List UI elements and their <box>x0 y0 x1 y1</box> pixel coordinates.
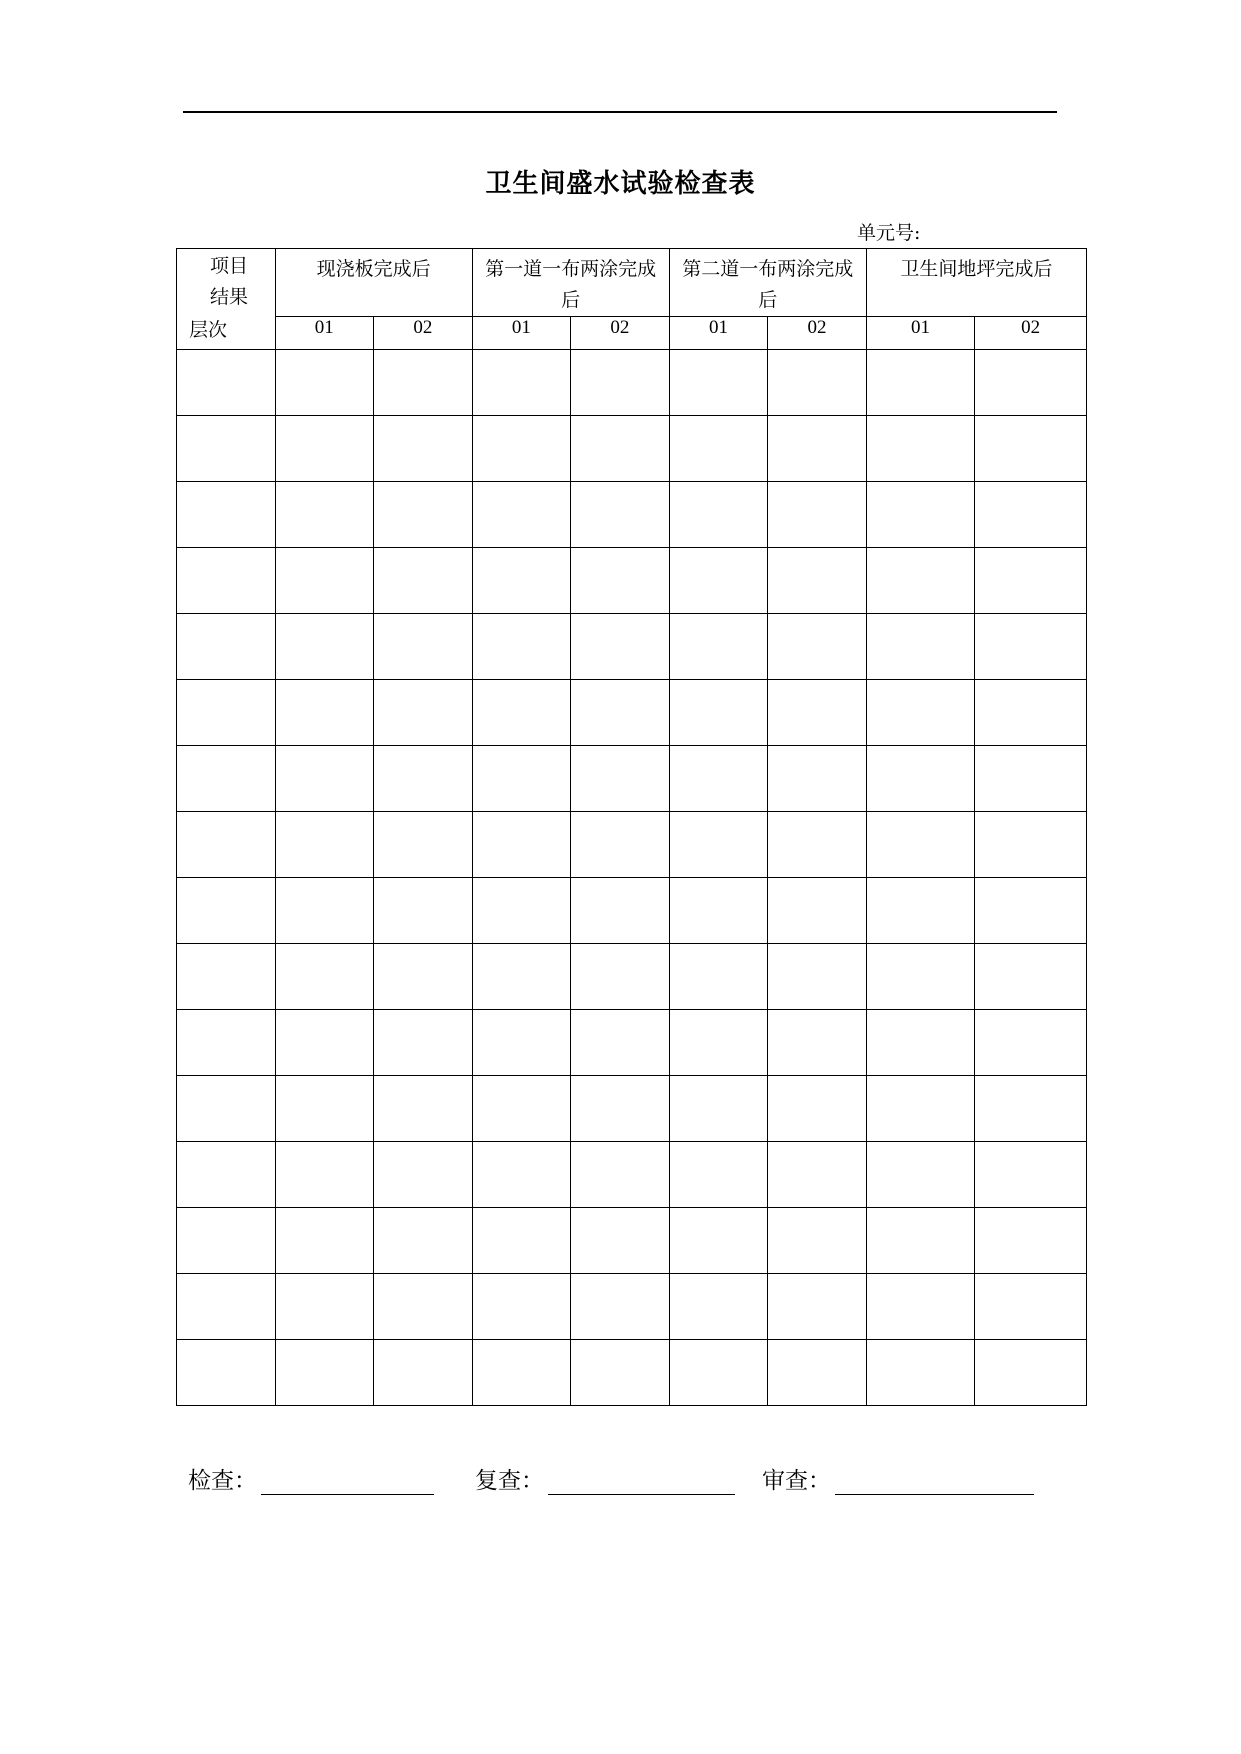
result-cell[interactable] <box>768 548 867 614</box>
result-cell[interactable] <box>975 1010 1087 1076</box>
header-rule <box>183 111 1057 113</box>
floor-cell[interactable] <box>177 878 276 944</box>
result-cell[interactable] <box>975 746 1087 812</box>
result-cell[interactable] <box>669 746 768 812</box>
result-cell[interactable] <box>866 1142 975 1208</box>
result-cell[interactable] <box>571 614 670 680</box>
table-row <box>177 1208 1087 1274</box>
result-cell[interactable] <box>975 1340 1087 1406</box>
result-cell[interactable] <box>669 548 768 614</box>
subcol-header: 01 <box>472 317 571 350</box>
table-row <box>177 416 1087 482</box>
recheck-signature-line[interactable] <box>548 1470 735 1495</box>
review-label: 审查： <box>762 1468 831 1494</box>
result-cell[interactable] <box>866 878 975 944</box>
result-cell[interactable] <box>768 614 867 680</box>
result-cell[interactable] <box>975 1142 1087 1208</box>
subcol-header: 02 <box>374 317 473 350</box>
result-cell[interactable] <box>275 548 374 614</box>
unit-number-label: 单元号: <box>857 222 921 244</box>
result-cell[interactable] <box>472 812 571 878</box>
result-cell[interactable] <box>275 614 374 680</box>
subcol-header: 01 <box>275 317 374 350</box>
table-row <box>177 812 1087 878</box>
result-cell[interactable] <box>472 1274 571 1340</box>
floor-cell[interactable] <box>177 680 276 746</box>
table-row <box>177 878 1087 944</box>
result-cell[interactable] <box>374 746 473 812</box>
result-cell[interactable] <box>472 548 571 614</box>
result-cell[interactable] <box>571 482 670 548</box>
result-cell[interactable] <box>571 416 670 482</box>
check-signature-line[interactable] <box>261 1470 434 1495</box>
result-cell[interactable] <box>374 1142 473 1208</box>
subcol-header: 02 <box>768 317 867 350</box>
result-cell[interactable] <box>975 1274 1087 1340</box>
result-cell[interactable] <box>571 1340 670 1406</box>
floor-cell[interactable] <box>177 746 276 812</box>
result-cell[interactable] <box>768 1076 867 1142</box>
floor-cell[interactable] <box>177 548 276 614</box>
table-body <box>177 350 1087 1406</box>
result-cell[interactable] <box>866 614 975 680</box>
result-cell[interactable] <box>275 1010 374 1076</box>
result-cell[interactable] <box>669 1208 768 1274</box>
result-cell[interactable] <box>669 482 768 548</box>
result-cell[interactable] <box>975 944 1087 1010</box>
result-cell[interactable] <box>768 482 867 548</box>
table-row <box>177 1010 1087 1076</box>
result-cell[interactable] <box>866 680 975 746</box>
table-row <box>177 614 1087 680</box>
result-cell[interactable] <box>275 1274 374 1340</box>
subcol-header: 02 <box>975 317 1087 350</box>
result-cell[interactable] <box>472 416 571 482</box>
result-cell[interactable] <box>866 482 975 548</box>
result-cell[interactable] <box>275 1208 374 1274</box>
result-cell[interactable] <box>669 878 768 944</box>
result-cell[interactable] <box>975 614 1087 680</box>
result-cell[interactable] <box>975 680 1087 746</box>
result-cell[interactable] <box>571 746 670 812</box>
floor-cell[interactable] <box>177 1076 276 1142</box>
table-row <box>177 680 1087 746</box>
recheck-label: 复查： <box>475 1468 544 1494</box>
result-cell[interactable] <box>472 746 571 812</box>
result-cell[interactable] <box>275 812 374 878</box>
result-cell[interactable] <box>768 812 867 878</box>
result-cell[interactable] <box>275 350 374 416</box>
result-cell[interactable] <box>374 944 473 1010</box>
table-row <box>177 1142 1087 1208</box>
review-signature <box>762 1462 1034 1495</box>
result-cell[interactable] <box>975 1208 1087 1274</box>
table-row <box>177 944 1087 1010</box>
result-cell[interactable] <box>374 1340 473 1406</box>
table-row <box>177 350 1087 416</box>
result-cell[interactable] <box>669 812 768 878</box>
result-cell[interactable] <box>374 614 473 680</box>
result-cell[interactable] <box>768 1274 867 1340</box>
result-cell[interactable] <box>275 1076 374 1142</box>
result-cell[interactable] <box>768 1208 867 1274</box>
floor-cell[interactable] <box>177 1010 276 1076</box>
check-signature <box>188 1462 434 1495</box>
result-cell[interactable] <box>866 350 975 416</box>
floor-cell[interactable] <box>177 1274 276 1340</box>
result-cell[interactable] <box>866 1076 975 1142</box>
result-cell[interactable] <box>374 878 473 944</box>
table-row <box>177 746 1087 812</box>
stage-header-floor-screed <box>866 249 1086 317</box>
result-cell[interactable] <box>275 482 374 548</box>
result-cell[interactable] <box>374 680 473 746</box>
floor-cell[interactable] <box>177 614 276 680</box>
result-cell[interactable] <box>768 350 867 416</box>
result-cell[interactable] <box>768 680 867 746</box>
subcol-header: 02 <box>571 317 670 350</box>
result-cell[interactable] <box>669 416 768 482</box>
result-cell[interactable] <box>669 1340 768 1406</box>
result-cell[interactable] <box>866 416 975 482</box>
result-cell[interactable] <box>571 1208 670 1274</box>
stage-label: 现浇板完成后 <box>316 258 431 280</box>
result-cell[interactable] <box>768 416 867 482</box>
result-cell[interactable] <box>866 746 975 812</box>
result-cell[interactable] <box>768 746 867 812</box>
table-header-row <box>177 249 1087 317</box>
result-cell[interactable] <box>374 482 473 548</box>
result-cell[interactable] <box>975 482 1087 548</box>
result-cell[interactable] <box>669 1076 768 1142</box>
result-cell[interactable] <box>669 1142 768 1208</box>
result-cell[interactable] <box>571 944 670 1010</box>
result-cell[interactable] <box>866 1208 975 1274</box>
result-cell[interactable] <box>571 1010 670 1076</box>
result-cell[interactable] <box>571 1142 670 1208</box>
result-cell[interactable] <box>866 812 975 878</box>
result-cell[interactable] <box>768 1340 867 1406</box>
floor-cell[interactable] <box>177 812 276 878</box>
table-row <box>177 1274 1087 1340</box>
result-cell[interactable] <box>472 1340 571 1406</box>
result-cell[interactable] <box>374 548 473 614</box>
result-cell[interactable] <box>275 878 374 944</box>
floor-cell[interactable] <box>177 1142 276 1208</box>
result-cell[interactable] <box>975 878 1087 944</box>
result-cell[interactable] <box>275 1142 374 1208</box>
floor-cell[interactable] <box>177 1208 276 1274</box>
table-row <box>177 1076 1087 1142</box>
result-cell[interactable] <box>571 1076 670 1142</box>
table-row <box>177 548 1087 614</box>
result-cell[interactable] <box>374 1274 473 1340</box>
signature-row <box>188 1462 1088 1502</box>
result-cell[interactable] <box>975 416 1087 482</box>
stage-label: 第一道一布两涂完成后 <box>485 258 657 311</box>
result-cell[interactable] <box>866 1274 975 1340</box>
result-cell[interactable] <box>374 416 473 482</box>
result-cell[interactable] <box>669 1010 768 1076</box>
result-cell[interactable] <box>571 878 670 944</box>
result-cell[interactable] <box>975 350 1087 416</box>
subcol-header: 01 <box>866 317 975 350</box>
result-cell[interactable] <box>669 680 768 746</box>
stage-label: 卫生间地坪完成后 <box>900 258 1053 280</box>
recheck-signature <box>475 1462 735 1495</box>
result-cell[interactable] <box>472 944 571 1010</box>
result-cell[interactable] <box>275 416 374 482</box>
result-cell[interactable] <box>374 812 473 878</box>
result-cell[interactable] <box>275 680 374 746</box>
floor-cell[interactable] <box>177 1340 276 1406</box>
result-cell[interactable] <box>571 548 670 614</box>
result-cell[interactable] <box>768 1142 867 1208</box>
result-cell[interactable] <box>866 1010 975 1076</box>
stage-header-cast-slab <box>275 249 472 317</box>
check-label: 检查： <box>188 1468 257 1494</box>
result-cell[interactable] <box>472 1076 571 1142</box>
result-cell[interactable] <box>669 614 768 680</box>
result-cell[interactable] <box>374 1208 473 1274</box>
result-cell[interactable] <box>975 1076 1087 1142</box>
result-cell[interactable] <box>571 350 670 416</box>
result-cell[interactable] <box>669 1274 768 1340</box>
result-cell[interactable] <box>374 350 473 416</box>
result-cell[interactable] <box>866 1340 975 1406</box>
table-subheader-row <box>177 317 1087 350</box>
stage-label: 第二道一布两涂完成后 <box>682 258 854 311</box>
result-cell[interactable] <box>472 878 571 944</box>
inspection-table <box>176 248 1087 1406</box>
result-cell[interactable] <box>472 680 571 746</box>
corner-header-cell <box>177 249 276 350</box>
floor-cell[interactable] <box>177 944 276 1010</box>
subcol-header: 01 <box>669 317 768 350</box>
result-cell[interactable] <box>866 944 975 1010</box>
result-cell[interactable] <box>768 1010 867 1076</box>
stage-header-first-coat <box>472 249 669 317</box>
floor-cell[interactable] <box>177 416 276 482</box>
result-cell[interactable] <box>275 944 374 1010</box>
floor-cell[interactable] <box>177 350 276 416</box>
table-row <box>177 482 1087 548</box>
result-cell[interactable] <box>472 1010 571 1076</box>
result-cell[interactable] <box>374 1076 473 1142</box>
review-signature-line[interactable] <box>835 1470 1034 1495</box>
result-cell[interactable] <box>866 548 975 614</box>
floor-cell[interactable] <box>177 482 276 548</box>
result-cell[interactable] <box>768 878 867 944</box>
result-cell[interactable] <box>275 1340 374 1406</box>
result-cell[interactable] <box>374 1010 473 1076</box>
result-cell[interactable] <box>472 1208 571 1274</box>
result-cell[interactable] <box>275 746 374 812</box>
corner-floor-label: 层次 <box>189 319 228 341</box>
result-cell[interactable] <box>472 350 571 416</box>
page-title: 卫生间盛水试验检查表 <box>485 169 756 199</box>
stage-header-second-coat <box>669 249 866 317</box>
result-cell[interactable] <box>571 1274 670 1340</box>
result-cell[interactable] <box>975 548 1087 614</box>
result-cell[interactable] <box>472 614 571 680</box>
result-cell[interactable] <box>571 680 670 746</box>
table-row <box>177 1340 1087 1406</box>
result-cell[interactable] <box>472 482 571 548</box>
result-cell[interactable] <box>669 350 768 416</box>
corner-item-label: 项目 <box>210 255 249 277</box>
result-cell[interactable] <box>669 944 768 1010</box>
result-cell[interactable] <box>768 944 867 1010</box>
corner-result-label: 结果 <box>210 286 249 308</box>
result-cell[interactable] <box>975 812 1087 878</box>
result-cell[interactable] <box>571 812 670 878</box>
result-cell[interactable] <box>472 1142 571 1208</box>
